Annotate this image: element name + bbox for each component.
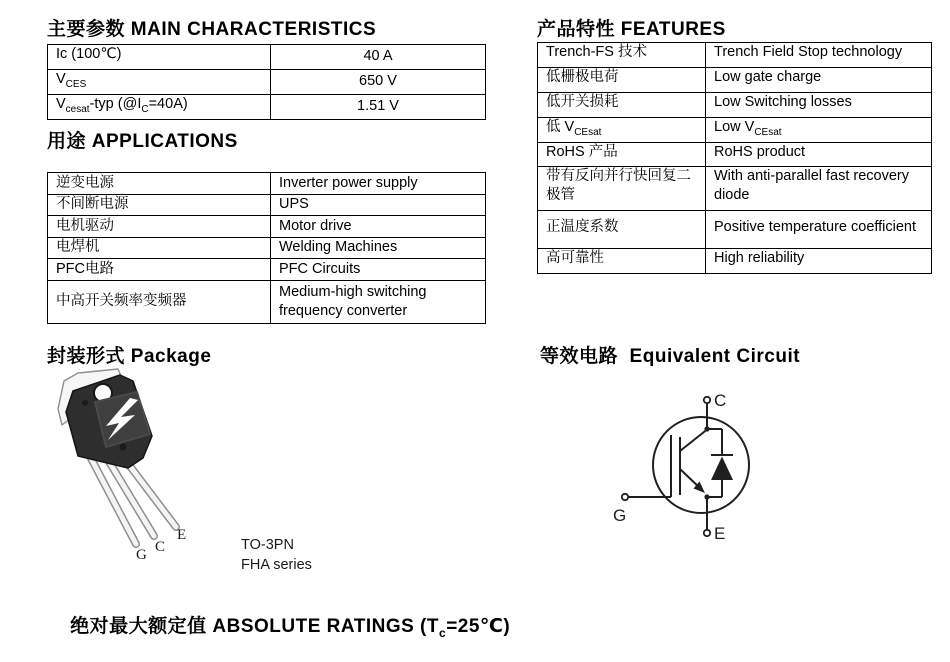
main-characteristics-table <box>47 44 486 120</box>
feature-zh-cell: 低栅极电荷 <box>538 67 706 92</box>
emitter-terminal <box>704 530 710 536</box>
application-en-cell: Medium-high switching frequency converter <box>271 280 486 323</box>
application-zh-cell: 电焊机 <box>48 237 271 259</box>
feature-en-cell: RoHS product <box>706 142 932 167</box>
table-row <box>48 69 486 94</box>
table-row <box>538 249 932 274</box>
feature-en-cell: Trench Field Stop technology <box>706 43 932 68</box>
equivalent-circuit-heading: 等效电路 Equivalent Circuit <box>540 346 801 367</box>
features-table <box>537 42 932 274</box>
table-row <box>48 45 486 70</box>
application-en-cell: Motor drive <box>271 216 486 238</box>
table-row <box>538 211 932 249</box>
feature-zh-cell: Trench-FS 技术 <box>538 43 706 68</box>
table-row <box>538 67 932 92</box>
table-row <box>48 216 486 238</box>
feature-zh-cell: RoHS 产品 <box>538 142 706 167</box>
table-row <box>538 117 932 142</box>
feature-zh-cell: 低 $V_{CEsat}$ <box>538 117 706 142</box>
applications-table <box>47 172 486 324</box>
diode-symbol <box>711 457 733 481</box>
main-characteristics-heading: 主要参数 MAIN CHARACTERISTICS <box>47 19 377 40</box>
application-zh-cell: 不间断电源 <box>48 194 271 216</box>
feature-zh-cell: 正温度系数 <box>538 211 706 249</box>
to-3pn-package-image <box>40 365 255 580</box>
feature-en-cell: Low Switching losses <box>706 92 932 117</box>
table-row <box>48 237 486 259</box>
value-cell: 650 V <box>271 69 486 94</box>
param-cell: $V_{CES}$ <box>48 69 271 94</box>
table-row <box>48 259 486 281</box>
application-zh-cell: 电机驱动 <box>48 216 271 238</box>
package-name: TO-3PN <box>241 537 294 553</box>
table-row <box>48 280 486 323</box>
table-row <box>538 43 932 68</box>
pin-label-g: G <box>136 547 147 563</box>
gate-terminal <box>622 494 628 500</box>
table-row <box>538 92 932 117</box>
application-zh-cell: PFC电路 <box>48 259 271 281</box>
application-en-cell: PFC Circuits <box>271 259 486 281</box>
table-row <box>538 142 932 167</box>
package-heading: 封装形式 Package <box>47 346 212 367</box>
param-cell: $V_{cesat}$-typ $(@I_C=40A)$ <box>48 94 271 119</box>
package-series: FHA series <box>241 557 312 573</box>
table-row <box>48 194 486 216</box>
circuit-enclosure-circle <box>653 417 749 513</box>
feature-en-cell: High reliability <box>706 249 932 274</box>
feature-en-cell: Low gate charge <box>706 67 932 92</box>
absolute-ratings-heading: 绝对最大额定值 ABSOLUTE RATINGS $(T_c=25℃)$ <box>70 616 511 640</box>
features-heading: 产品特性 FEATURES <box>537 19 726 40</box>
collector-terminal <box>704 397 710 403</box>
feature-en-cell: Low $V_{CEsat}$ <box>706 117 932 142</box>
feature-en-cell: With anti-parallel fast recovery diode <box>706 167 932 211</box>
application-en-cell: UPS <box>271 194 486 216</box>
param-cell: Ic (100℃) <box>48 45 271 70</box>
table-row <box>48 94 486 119</box>
table-row <box>538 167 932 211</box>
package-dimple <box>82 400 88 406</box>
circuit-label-g: G <box>613 506 627 525</box>
package-dimple <box>120 444 127 451</box>
application-zh-cell: 中高开关频率变频器 <box>48 280 271 323</box>
applications-heading: 用途 APPLICATIONS <box>47 131 238 152</box>
value-cell: 1.51 V <box>271 94 486 119</box>
application-en-cell: Inverter power supply <box>271 173 486 195</box>
application-zh-cell: 逆变电源 <box>48 173 271 195</box>
pin-label-c: C <box>155 539 166 555</box>
circuit-label-c: C <box>714 391 727 410</box>
value-cell: 40 A <box>271 45 486 70</box>
feature-en-cell: Positive temperature coefficient <box>706 211 932 249</box>
table-row <box>48 173 486 195</box>
igbt-equivalent-circuit-diagram <box>600 380 820 570</box>
application-en-cell: Welding Machines <box>271 237 486 259</box>
pin-label-e: E <box>177 527 187 543</box>
feature-zh-cell: 低开关损耗 <box>538 92 706 117</box>
feature-zh-cell: 带有反向并行快回复二极管 <box>538 167 706 211</box>
igbt-symbol <box>671 430 707 497</box>
circuit-label-e: E <box>714 524 726 543</box>
feature-zh-cell: 高可靠性 <box>538 249 706 274</box>
